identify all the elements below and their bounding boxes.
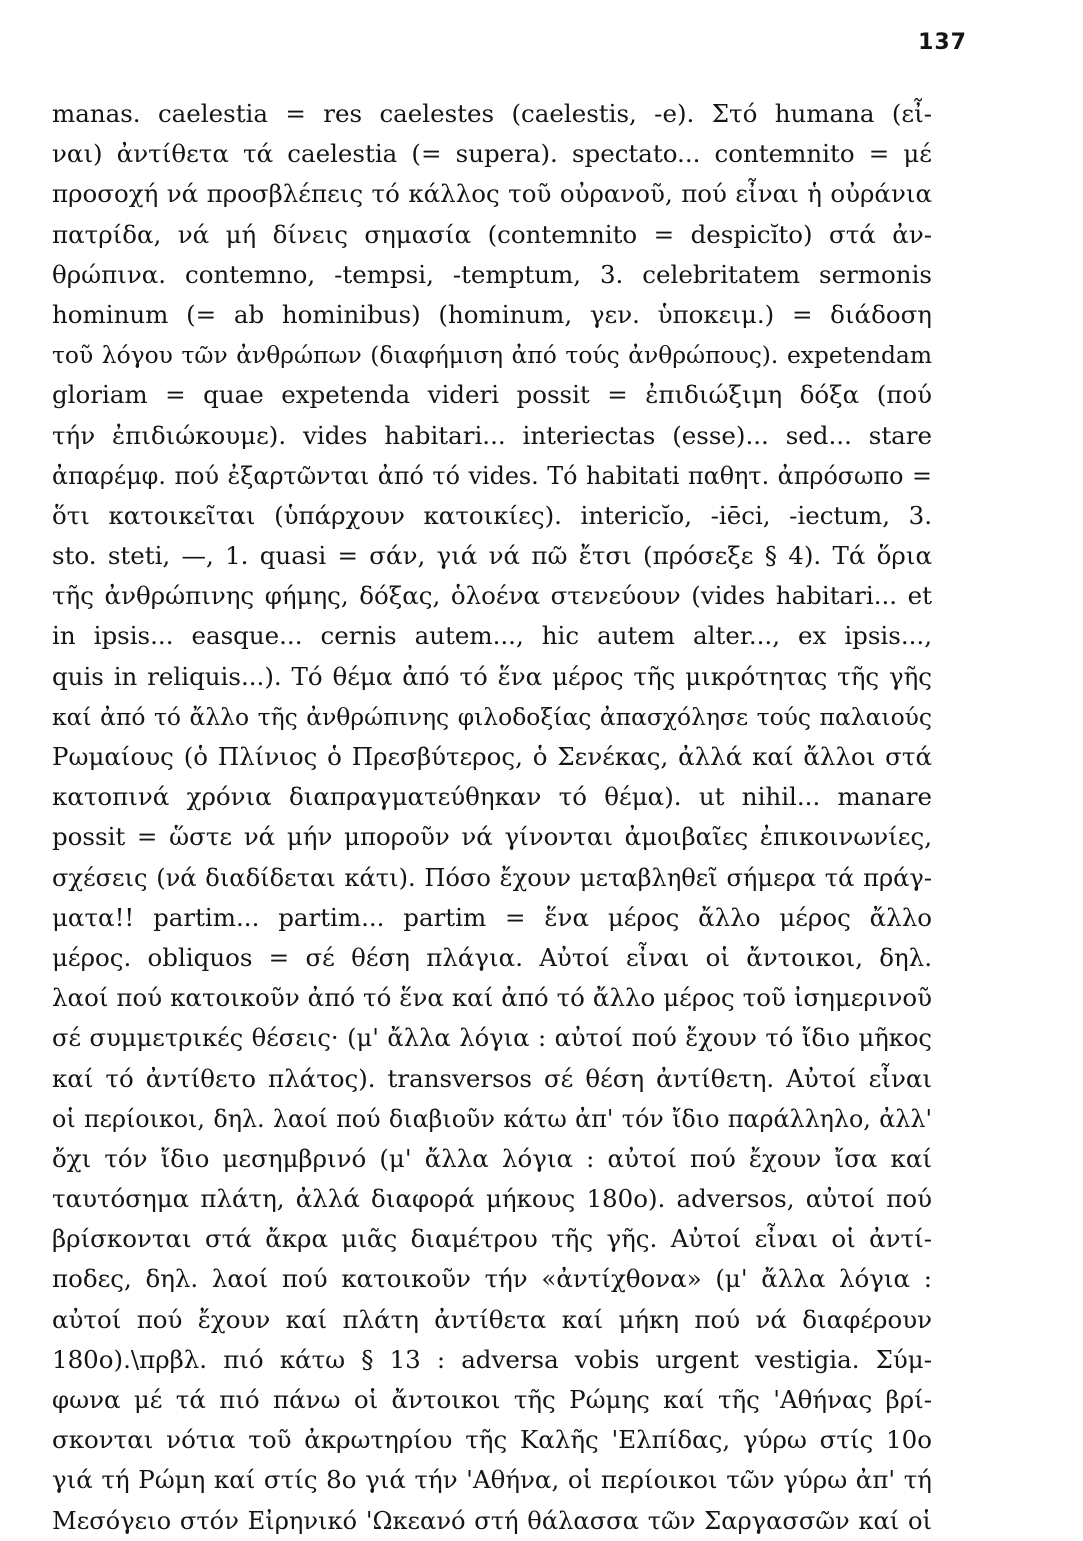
- text-line: sto. steti, —, 1. quasi = σάν, γιά νά πῶ ἔτσι (πρόσεξε § 4). Τά ὅρια: [52, 541, 932, 571]
- text-line: τῆς ἀνθρώπινης φήμης, δόξας, ὁλοένα στενεύουν (vides habitari... et: [52, 581, 932, 611]
- text-line: γιά τή Ρώμη καί στίς 8ο γιά τήν 'Αθήνα, οἱ περίοικοι τῶν γύρω ἀπ' τή: [52, 1465, 932, 1495]
- text-line: Ρωμαίους (ὁ Πλίνιος ὁ Πρεσβύτερος, ὁ Σενέκας, ἀλλά καί ἄλλοι στά: [52, 742, 932, 771]
- text-line: gloriam = quae expetenda videri possit = ἐπιδιώξιμη δόξα (πού: [52, 380, 932, 410]
- text-line: βρίσκονται στά ἄκρα μιᾶς διαμέτρου τῆς γῆς. Αὐτοί εἶναι οἱ ἀντί-: [52, 1224, 932, 1254]
- text-line: ταυτόσημα πλάτη, ἀλλά διαφορά μήκους 180ο). adversos, αὐτοί πού: [52, 1184, 932, 1214]
- text-line: ματα!! partim... partim... partim = ἕνα μέρος ἄλλο μέρος ἄλλο: [52, 902, 932, 932]
- text-line: σκονται νότια τοῦ ἀκρωτηρίου τῆς Καλῆς 'Ελπίδας, γύρω στίς 10ο: [52, 1425, 932, 1455]
- text-line: προσοχή νά προσβλέπεις τό κάλλος τοῦ οὐρανοῦ, πού εἶναι ἡ οὐράνια: [52, 179, 932, 209]
- text-line: in ipsis... easque... cernis autem..., hic autem alter..., ex ipsis...,: [52, 621, 932, 651]
- text-line: θρώπινα. contemno, -tempsi, -temptum, 3. celebritatem sermonis: [52, 259, 932, 289]
- text-line: μέρος. obliquos = σέ θέση πλάγια. Αὐτοί εἶναι οἱ ἄντοικοι, δηλ.: [52, 942, 932, 972]
- text-line: ὅτι κατοικεῖται (ὑπάρχουν κατοικίες). intericĭo, -iēci, -iectum, 3.: [52, 500, 932, 530]
- text-line: hominum (= ab hominibus) (hominum, γεν. ὑποκειμ.) = διάδοση: [52, 299, 932, 329]
- text-line: 180ο).\πρβλ. πιό κάτω § 13 : adversa vobis urgent vestigia. Σύμ-: [52, 1344, 932, 1374]
- text-line: ἀπαρέμφ. πού ἐξαρτῶνται ἀπό τό vides. Τό habitati παθητ. ἀπρόσωπο =: [52, 461, 932, 490]
- text-line: καί ἀπό τό ἄλλο τῆς ἀνθρώπινης φιλοδοξίας ἀπασχόλησε τούς παλαιούς: [52, 702, 932, 731]
- text-line: κατοπινά χρόνια διαπραγματεύθηκαν τό θέμα). ut nihil... manare: [52, 782, 932, 812]
- text-line: possit = ὥστε νά μήν μποροῦν νά γίνονται ἀμοιβαῖες ἐπικοινωνίες,: [52, 822, 932, 852]
- body-text: [52, 94, 932, 1541]
- text-line: quis in reliquis...). Τό θέμα ἀπό τό ἕνα μέρος τῆς μικρότητας τῆς γῆς: [52, 661, 932, 691]
- text-line: τοῦ λόγου τῶν ἀνθρώπων (διαφήμιση ἀπό τούς ἀνθρώπους). expetendam: [52, 341, 932, 370]
- text-line: λαοί πού κατοικοῦν ἀπό τό ἕνα καί ἀπό τό ἄλλο μέρος τοῦ ἰσημερινοῦ: [52, 983, 932, 1013]
- text-line: τήν ἐπιδιώκουμε). vides habitari... interiectas (esse)... sed... stare: [52, 420, 932, 450]
- text-line: καί τό ἀντίθετο πλάτος). transversos σέ θέση ἀντίθετη. Αὐτοί εἶναι: [52, 1063, 932, 1093]
- text-line: Μεσόγειο στόν Εἰρηνικό 'Ωκεανό στή θάλασσα τῶν Σαργασσῶν καί οἱ: [52, 1506, 932, 1535]
- text-line: ποδες, δηλ. λαοί πού κατοικοῦν τήν «ἀντίχθονα» (μ' ἄλλα λόγια :: [52, 1264, 932, 1294]
- text-line: αὐτοί πού ἔχουν καί πλάτη ἀντίθετα καί μήκη πού νά διαφέρουν: [52, 1304, 932, 1334]
- text-line: πατρίδα, νά μή δίνεις σημασία (contemnito = despicĭto) στά ἀν-: [52, 219, 932, 249]
- text-line: σέ συμμετρικές θέσεις· (μ' ἄλλα λόγια : αὐτοί πού ἔχουν τό ἴδιο μῆκος: [52, 1024, 932, 1053]
- text-line: σχέσεις (νά διαδίδεται κάτι). Πόσο ἔχουν μεταβληθεῖ σήμερα τά πράγ-: [52, 863, 932, 892]
- text-line: οἱ περίοικοι, δηλ. λαοί πού διαβιοῦν κάτω ἀπ' τόν ἴδιο παράλληλο, ἀλλ': [52, 1104, 932, 1133]
- text-line: manas. caelestia = res caelestes (caelestis, -e). Στό humana (εἶ-: [52, 99, 932, 128]
- text-line: ναι) ἀντίθετα τά caelestia (= supera). spectato... contemnito = μέ: [52, 139, 932, 169]
- text-line: φωνα μέ τά πιό πάνω οἱ ἄντοικοι τῆς Ρώμης καί τῆς 'Αθήνας βρί-: [52, 1385, 932, 1414]
- page-number: 137: [918, 30, 967, 55]
- text-line: ὄχι τόν ἴδιο μεσημβρινό (μ' ἄλλα λόγια : αὐτοί πού ἔχουν ἴσα καί: [52, 1143, 932, 1173]
